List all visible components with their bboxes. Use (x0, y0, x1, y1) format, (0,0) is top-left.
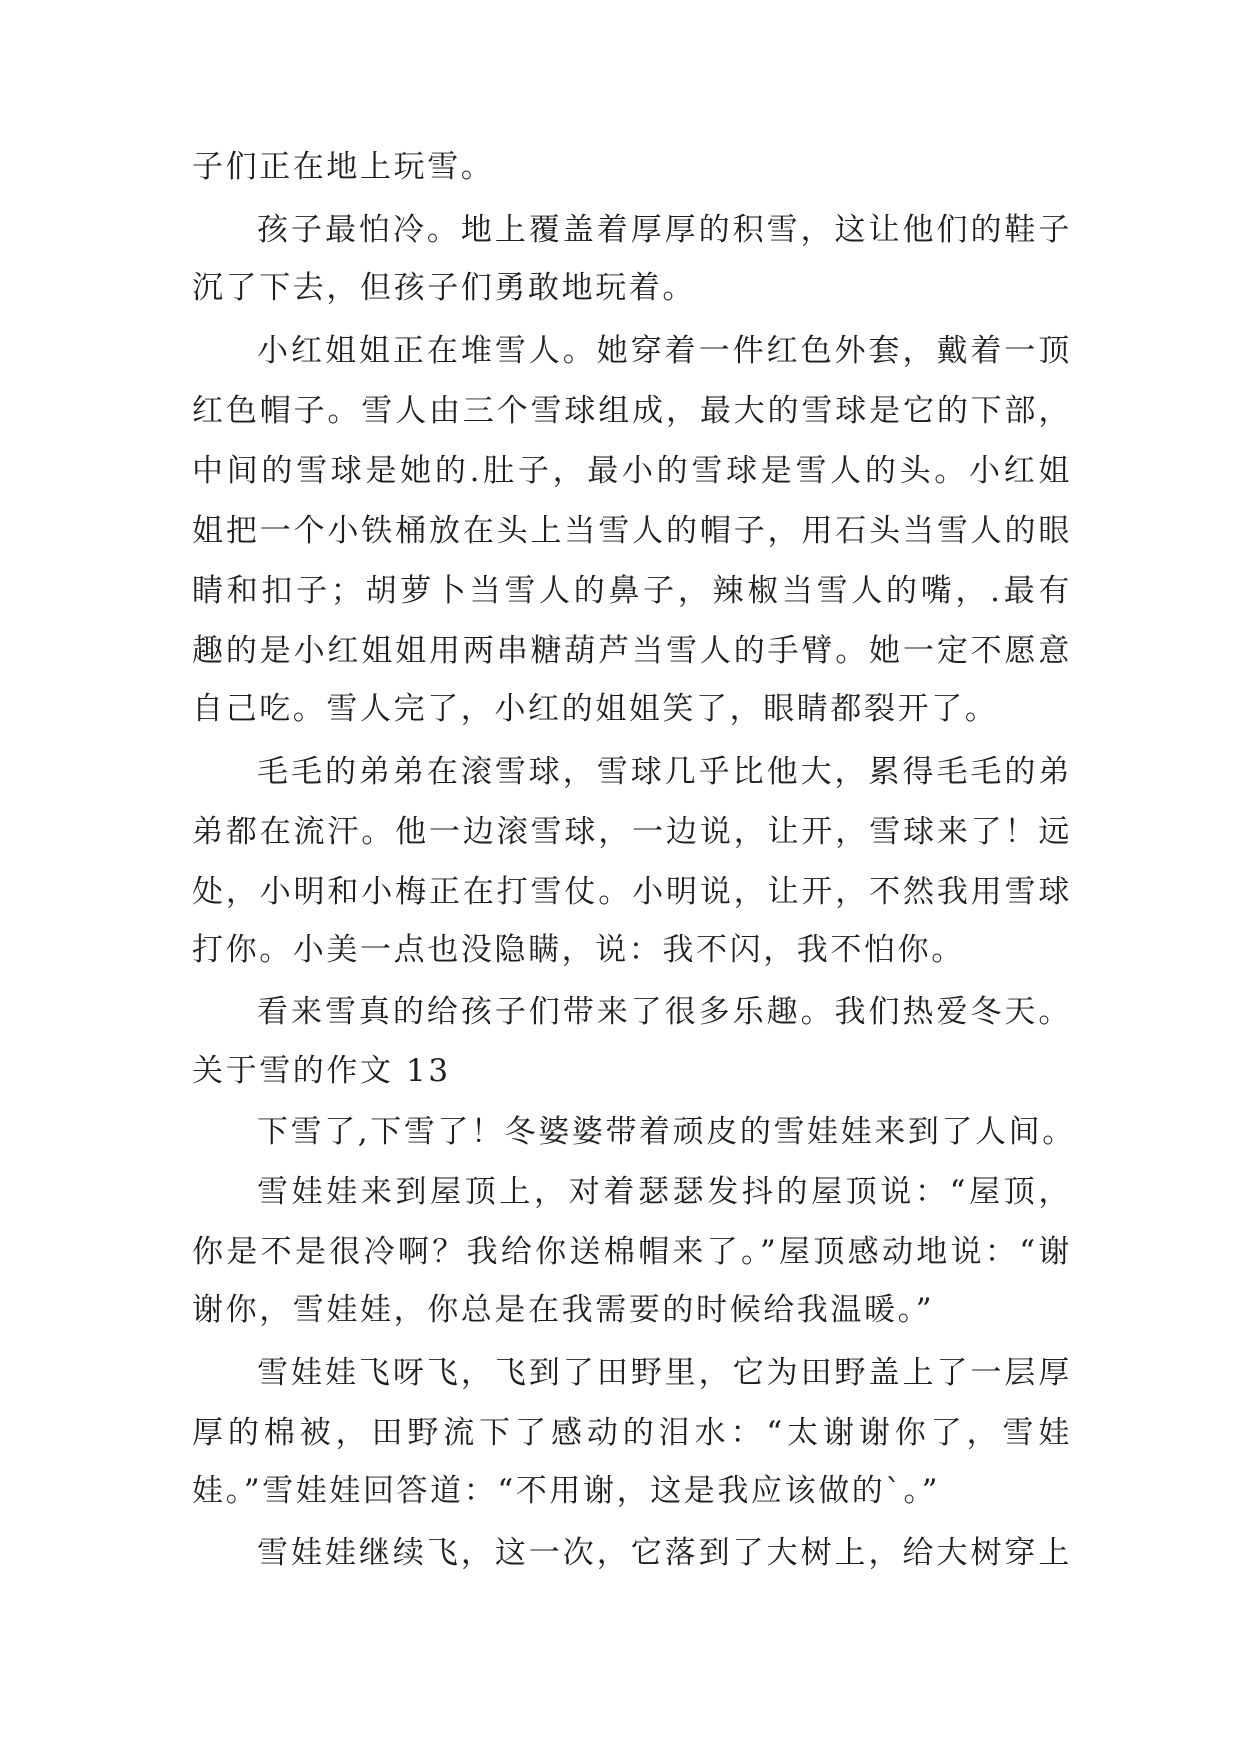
text-line: 沉了下去，但孩子们勇敢地玩着。 (192, 270, 696, 306)
section-heading: 关于雪的作文 13 (192, 1053, 451, 1089)
text-line: 厚的棉被，田野流下了感动的泪水：“太谢谢你了，雪娃 (192, 1415, 1072, 1451)
text-line: 弟都在流汗。他一边滚雪球，一边说，让开，雪球来了！远 (192, 814, 1072, 850)
text-line: 娃。”雪娃娃回答道：“不用谢，这是我应该做的`。” (192, 1473, 941, 1509)
text-line: 打你。小美一点也没隐瞒，说：我不闪，我不怕你。 (192, 932, 965, 968)
text-line: 自己吃。雪人完了，小红的姐姐笑了，眼睛都裂开了。 (192, 691, 999, 727)
paragraph-start-line: 小红姐姐正在堆雪人。她穿着一件红色外套，戴着一顶 (257, 333, 1072, 369)
text-line: 红色帽子。雪人由三个雪球组成，最大的雪球是它的下部， (192, 393, 1072, 429)
text-line: 姐把一个小铁桶放在头上当雪人的帽子，用石头当雪人的眼 (192, 513, 1072, 549)
paragraph-start-line: 毛毛的弟弟在滚雪球，雪球几乎比他大，累得毛毛的弟 (257, 754, 1072, 790)
paragraph-start-line: 孩子最怕冷。地上覆盖着厚厚的积雪，这让他们的鞋子 (257, 212, 1072, 248)
text-line: 你是不是很冷啊？我给你送棉帽来了。”屋顶感动地说：“谢 (192, 1234, 1072, 1270)
text-line: 子们正在地上玩雪。 (192, 149, 495, 185)
text-line: 趣的是小红姐姐用两串糖葫芦当雪人的手臂。她一定不愿意 (192, 633, 1072, 669)
text-line: 睛和扣子；胡萝卜当雪人的鼻子，辣椒当雪人的嘴，.最有 (192, 573, 1072, 609)
paragraph-start-line: 雪娃娃飞呀飞，飞到了田野里，它为田野盖上了一层厚 (257, 1355, 1072, 1391)
paragraph-start-line: 雪娃娃继续飞，这一次，它落到了大树上，给大树穿上 (257, 1535, 1072, 1571)
paragraph-start-line: 下雪了,下雪了！冬婆婆带着顽皮的雪娃娃来到了人间。 (257, 1114, 1076, 1150)
text-line: 谢你，雪娃娃，你总是在我需要的时候给我温暖。” (192, 1292, 935, 1328)
text-line: 中间的雪球是她的.肚子，最小的雪球是雪人的头。小红姐 (192, 453, 1072, 489)
paragraph-start-line: 雪娃娃来到屋顶上，对着瑟瑟发抖的屋顶说：“屋顶， (257, 1174, 1072, 1210)
text-line: 处，小明和小梅正在打雪仗。小明说，让开，不然我用雪球 (192, 874, 1072, 910)
paragraph-start-line: 看来雪真的给孩子们带来了很多乐趣。我们热爱冬天。 (257, 994, 1072, 1030)
